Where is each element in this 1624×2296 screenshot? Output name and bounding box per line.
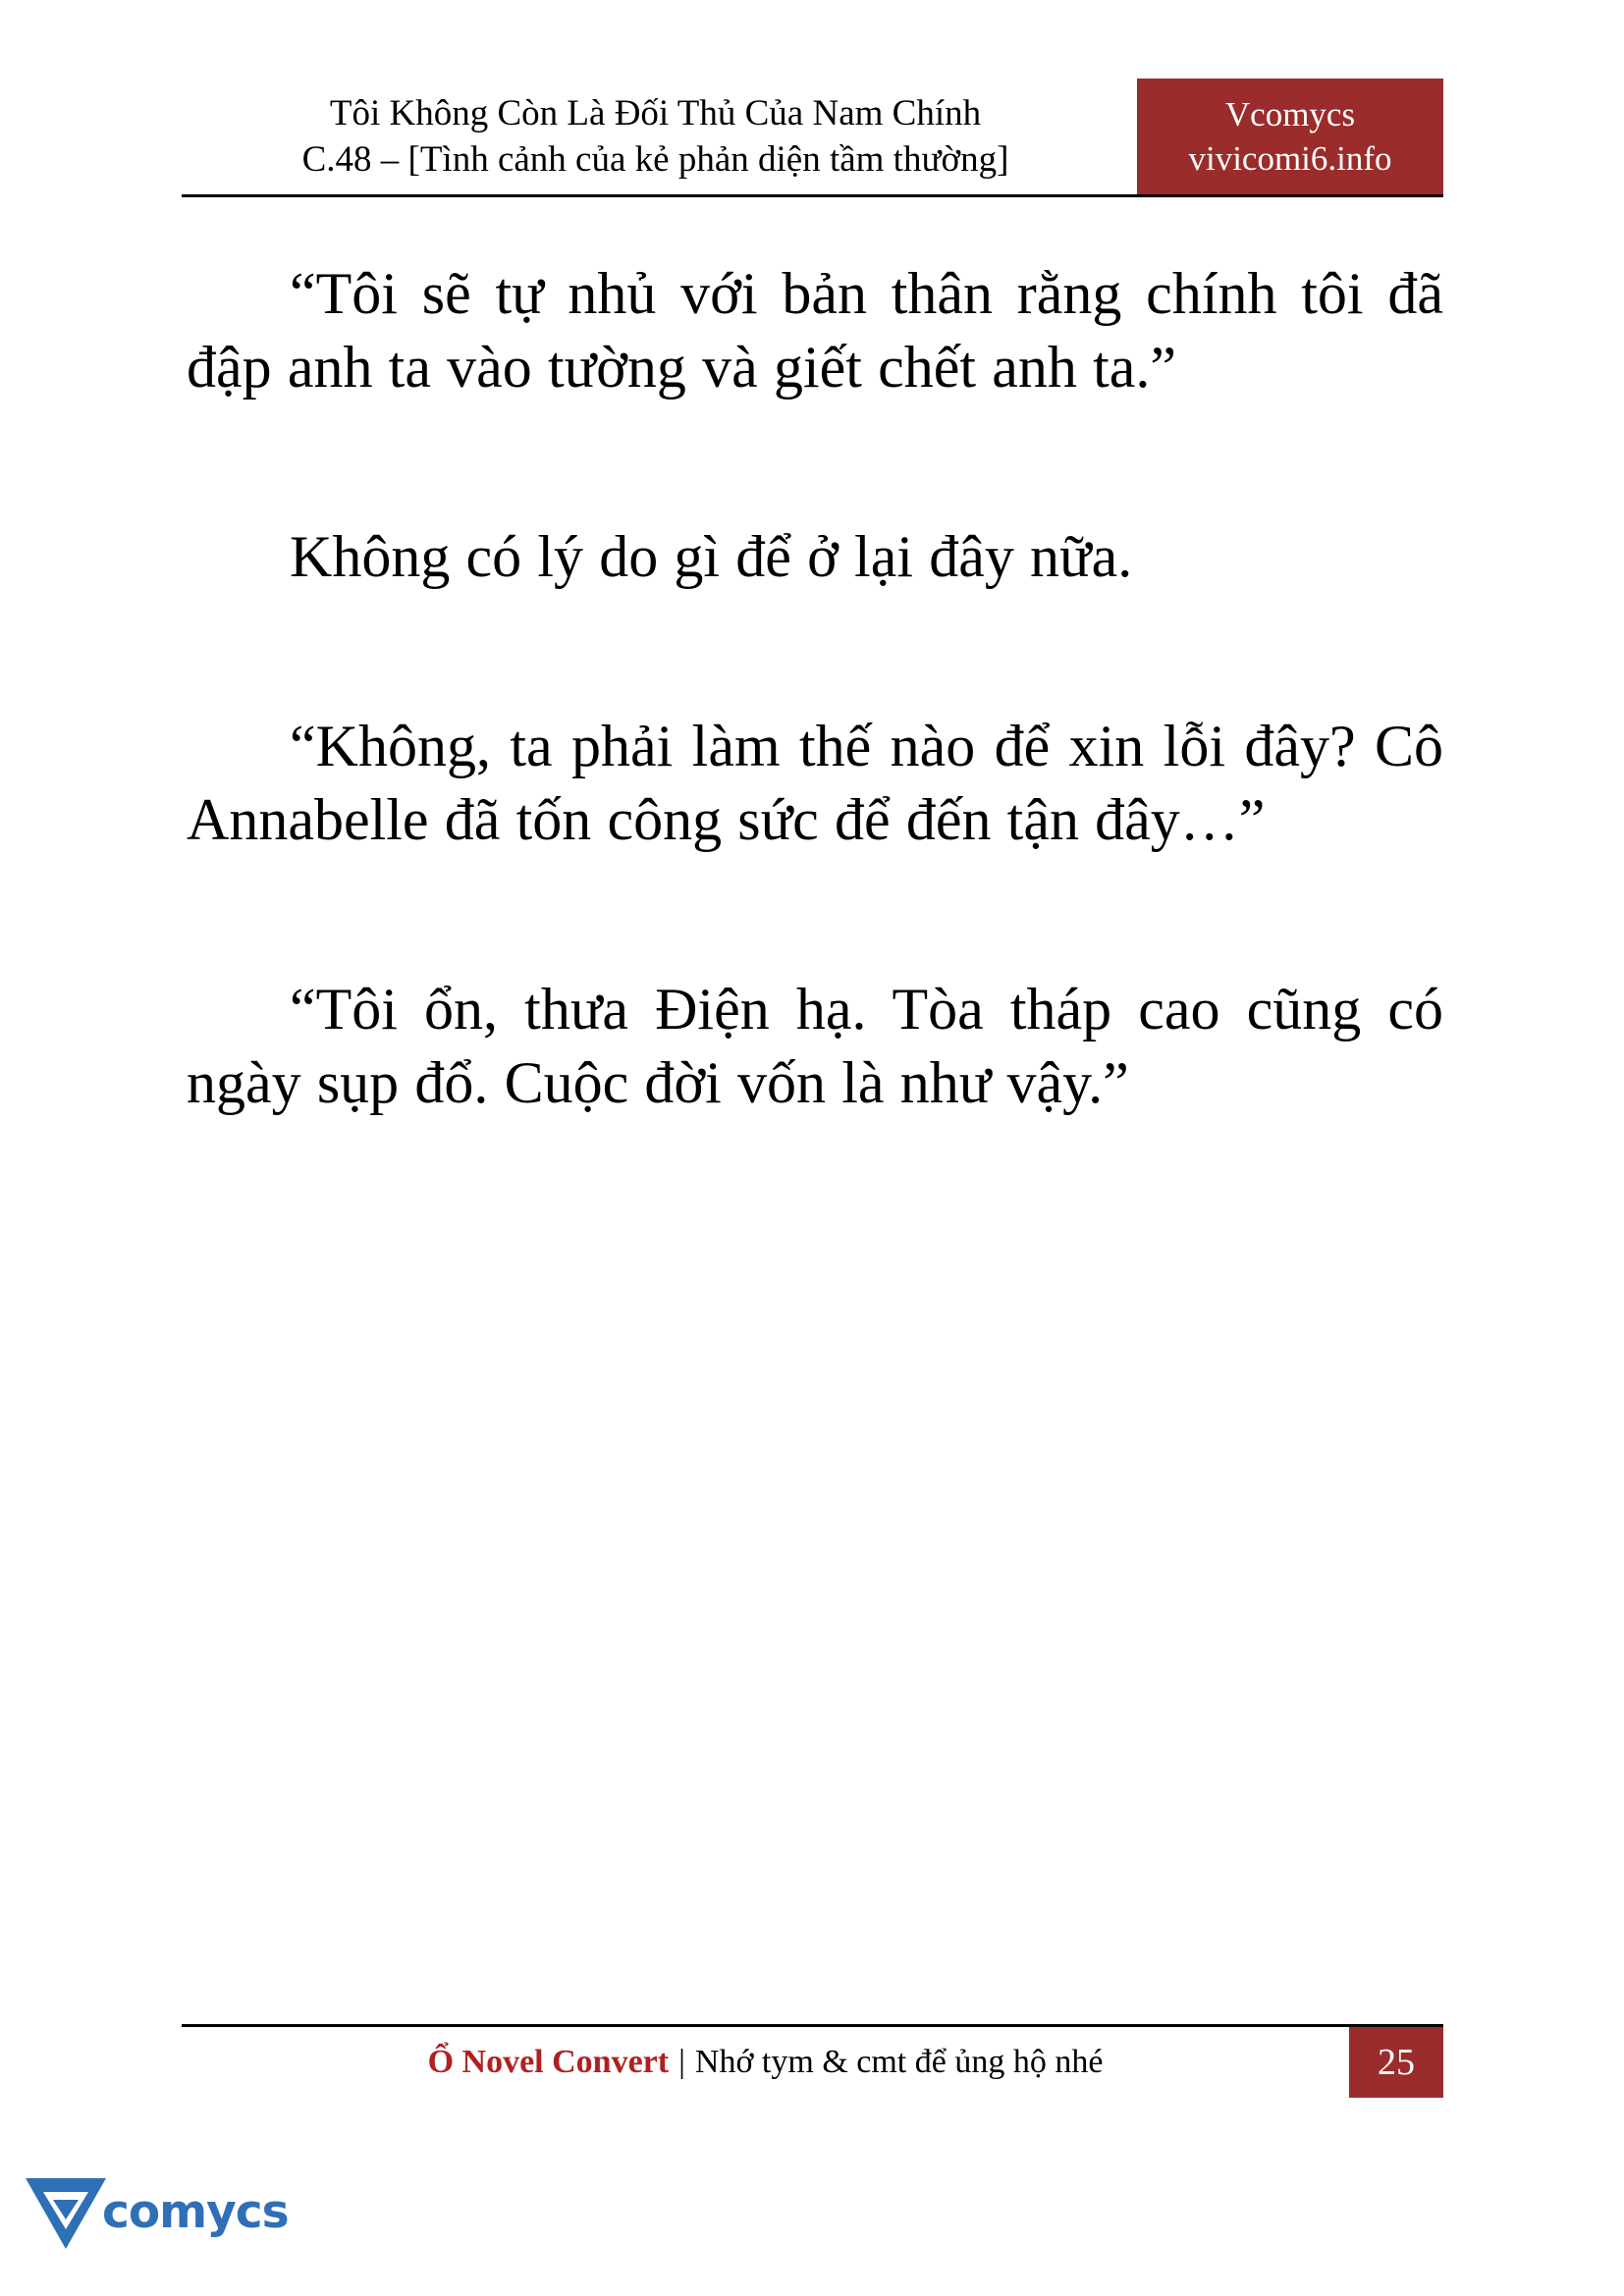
- header-divider: [182, 194, 1443, 197]
- paragraph: Không có lý do gì để ở lại đây nữa.: [290, 524, 1133, 589]
- footer-brand: Ổ Novel Convert: [427, 2044, 670, 2080]
- header-title-block: [182, 79, 1137, 194]
- page-header: [182, 79, 1443, 196]
- footer-note: Nhớ tym & cmt để ủng hộ nhé: [694, 2044, 1104, 2080]
- site-badge-url: vivicomi6.info: [1188, 139, 1392, 178]
- site-badge-name: Vcomycs: [1224, 94, 1356, 133]
- paragraph: “Tôi ổn, thưa Điện hạ. Tòa tháp cao cũng có ngày sụp đổ. Cuộc đời vốn là như vậy.”: [187, 977, 1443, 1115]
- vcomycs-logo-icon: [24, 2172, 108, 2251]
- footer-text-block: [182, 2027, 1349, 2098]
- vcomycs-watermark-text: comycs: [102, 2184, 289, 2239]
- page-number-badge: 25: [1349, 2027, 1443, 2098]
- paragraph: “Không, ta phải làm thế nào để xin lỗi đây? Cô Annabelle đã tốn công sức để đến tận đây…”: [187, 714, 1443, 852]
- site-badge: [1137, 79, 1443, 194]
- page-footer: [182, 2024, 1443, 2098]
- footer-separator: |: [678, 2044, 685, 2080]
- vcomycs-watermark: [24, 2158, 289, 2266]
- paragraph: “Tôi sẽ tự nhủ với bản thân rằng chính tôi đã đập anh ta vào tường và giết chết anh ta.”: [187, 261, 1443, 400]
- novel-title: Tôi Không Còn Là Đối Thủ Của Nam Chính: [329, 92, 982, 133]
- chapter-title: C.48 – [Tình cảnh của kẻ phản diện tầm thường]: [301, 139, 1009, 180]
- page-content: [187, 257, 1443, 1120]
